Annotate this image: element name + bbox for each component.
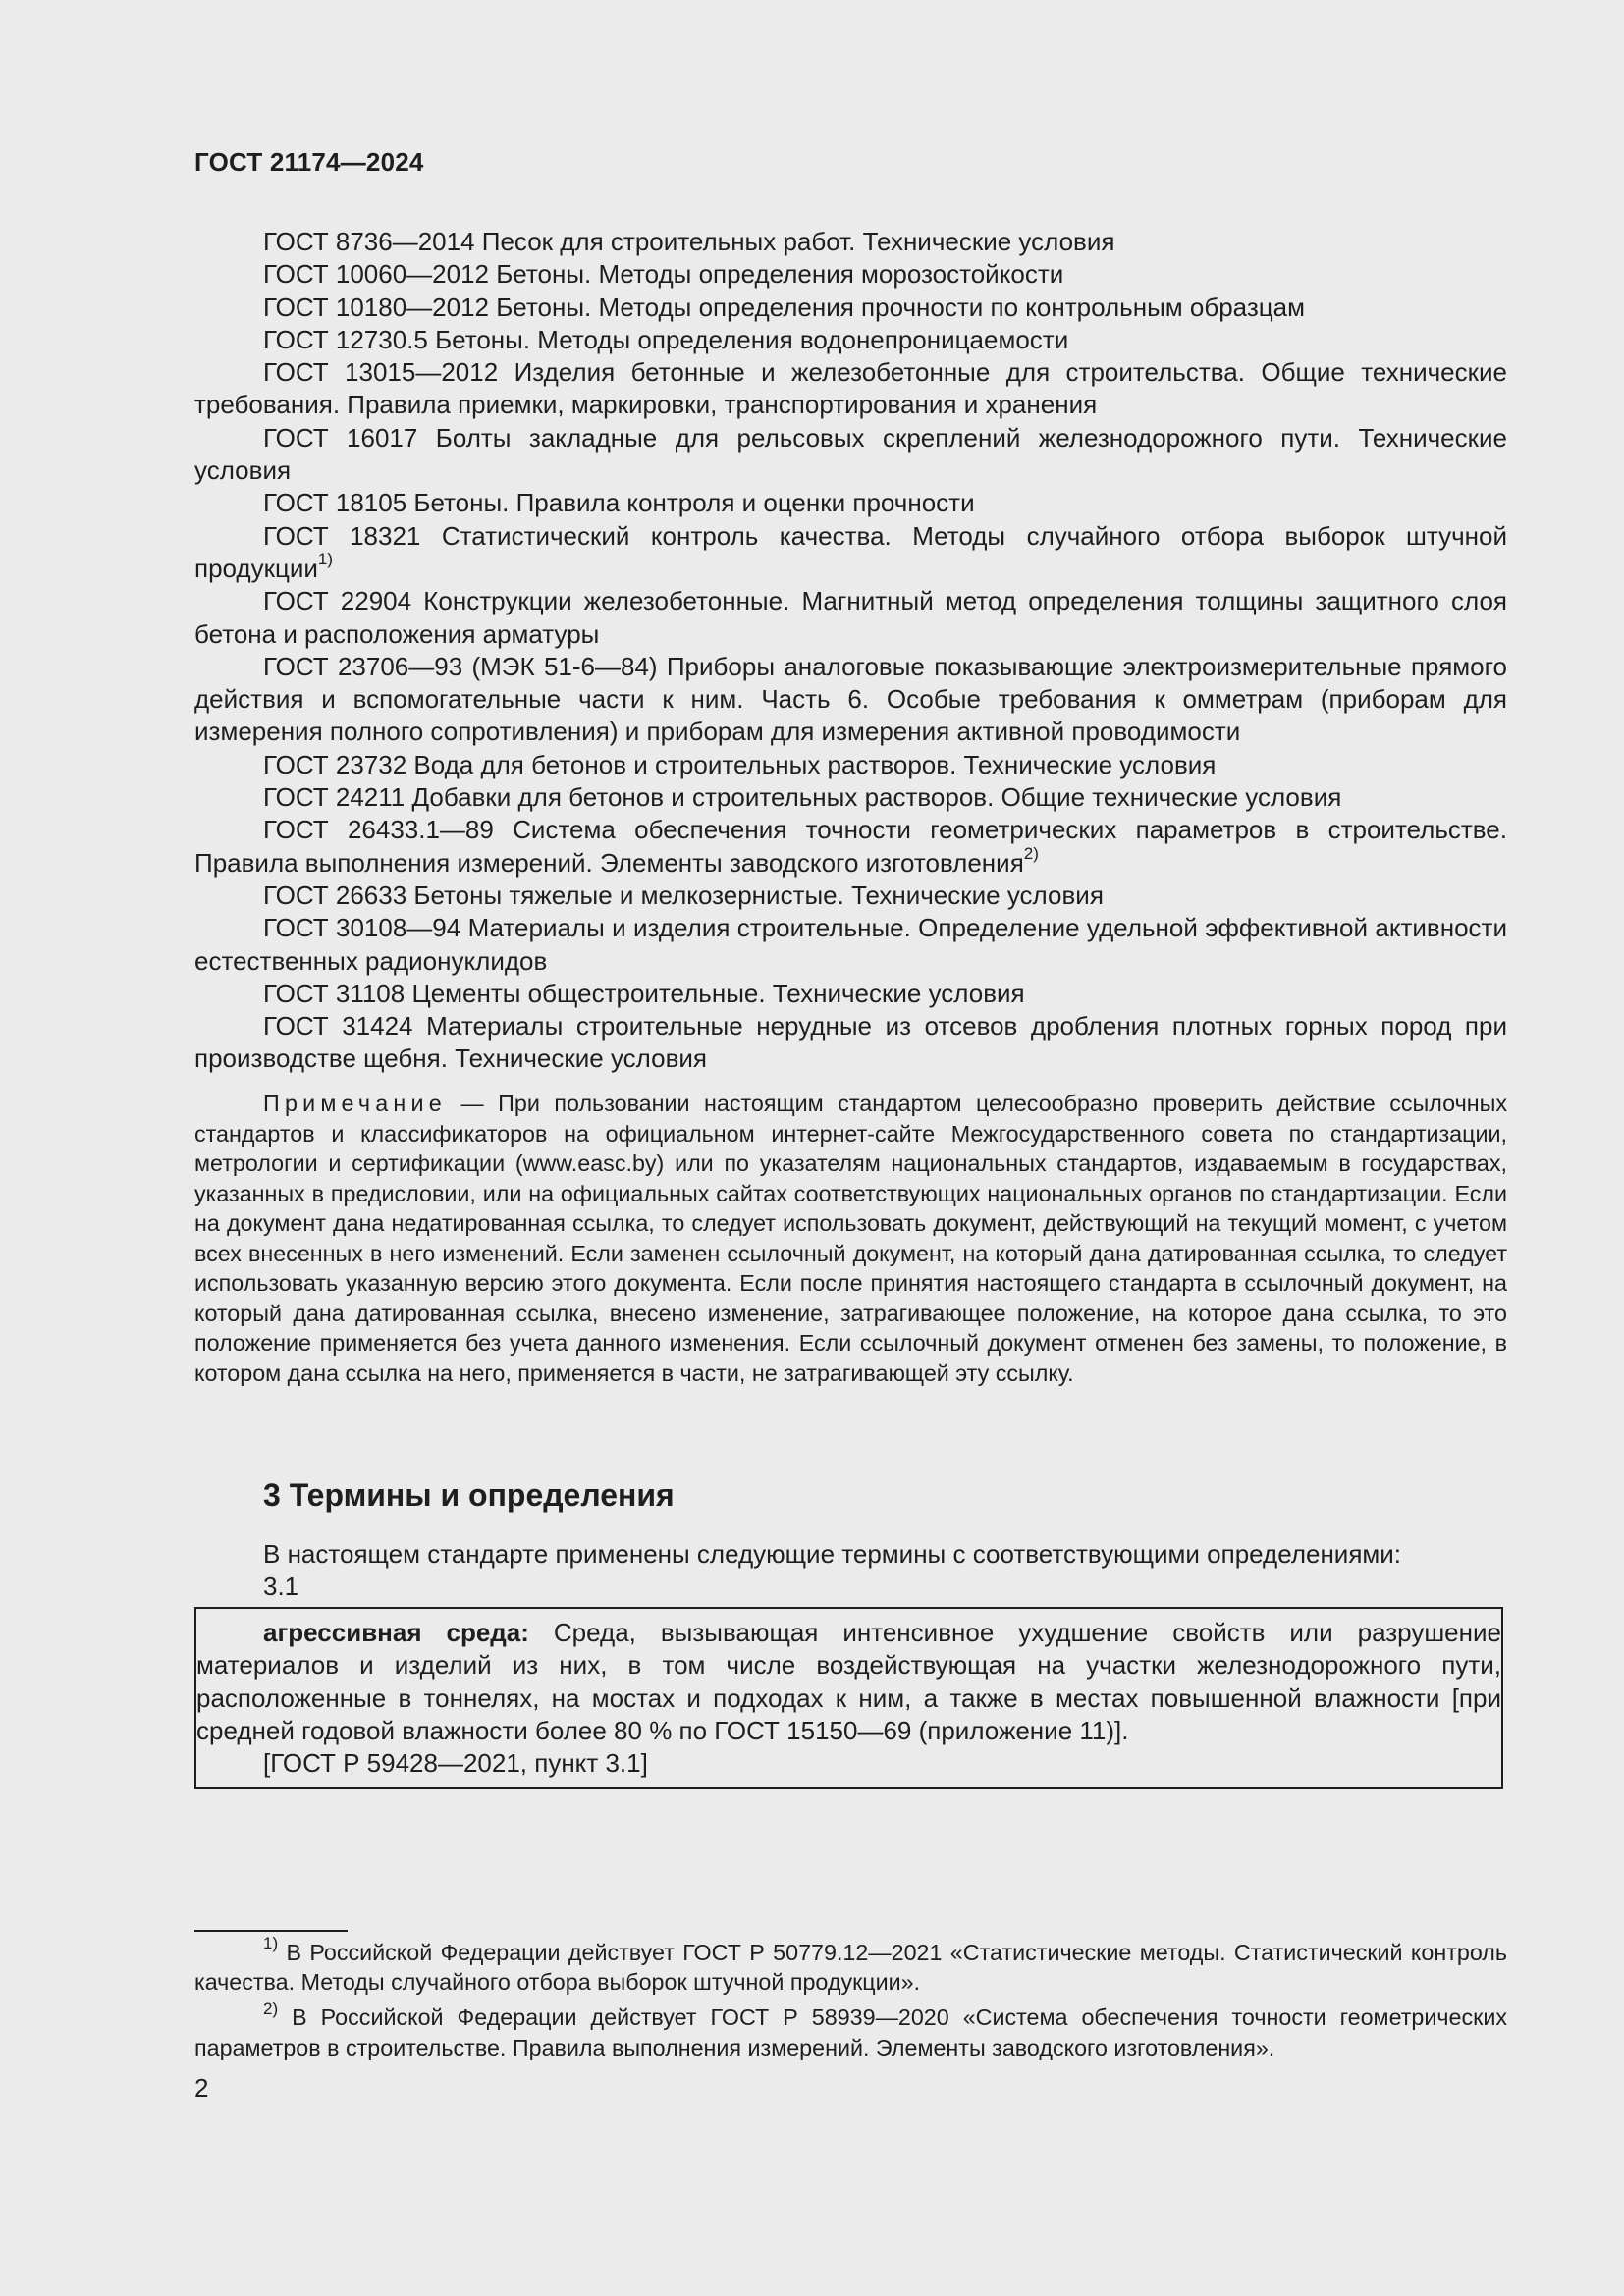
- document-header: ГОСТ 21174—2024: [194, 147, 424, 177]
- footnote-marker[interactable]: 1): [317, 550, 334, 569]
- note-paragraph: [194, 1089, 1507, 1388]
- footnote: $^{2)}$ В Российской Федерации действует ГОСТ Р 58939—2020 «Система обеспечения точности геометрических параметров в строительстве. Правила выполнения измерений. Элементы заводского изготовления».: [194, 1999, 1507, 2060]
- section-intro: [263, 1538, 1507, 1604]
- reference-item: ГОСТ 8736—2014 Песок для строительных работ. Технические условия: [263, 227, 1115, 256]
- note-text: — При пользовании настоящим стандартом целесообразно проверить действие ссылочных стандартов и классификаторов на официальном интернет-сайте Межгосударственного совета по стандартизации, метрологии и сертификации (www.easc.by) или по указателям национальных стандартов, издаваемым в государствах, указанных в предисловии, или на официальных сайтах соответствующих национальных органов по стандартизации. Если на документ дана недатированная ссылка, то следует использовать документ, действующий на текущий момент, с учетом всех внесенных в него изменений. Если заменен ссылочный документ, на который дана датированная ссылка, то следует использовать указанную версию этого документа. Если после принятия настоящего стандарта в ссылочный документ, на который дана датированная ссылка, внесено изменение, затрагивающее положение, на которое дана ссылка, то это положение применяется без учета данного изменения. Если ссылочный документ отменен без замены, то положение, в котором дана ссылка на него, применяется в части, не затрагивающей эту ссылку.: [194, 1091, 1507, 1386]
- reference-item: ГОСТ 10060—2012 Бетоны. Методы определения морозостойкости: [263, 259, 1064, 290]
- note-label: Примечание: [263, 1091, 447, 1116]
- section-title: 3 Термины и определения: [263, 1477, 675, 1513]
- reference-item: ГОСТ 22904 Конструкции железобетонные. Магнитный метод определения толщины защитного слоя бетона и расположения арматуры: [194, 586, 1507, 649]
- reference-item: ГОСТ 23706—93 (МЭК 51-6—84) Приборы аналоговые показывающие электроизмерительные прямого действия и вспомогательные части к ним. Часть 6. Особые требования к омметрам (приборам для измерения полного сопротивления) и приборам для измерения активной проводимости: [194, 651, 1507, 747]
- footnote: $^{1)}$ В Российской Федерации действует ГОСТ Р 50779.12—2021 «Статистические методы. Статистический контроль качества. Методы случайного отбора выборок штучной продукции».: [194, 1934, 1507, 1996]
- reference-item: ГОСТ 30108—94 Материалы и изделия строительные. Определение удельной эффективной активности естественных радионуклидов: [194, 913, 1507, 976]
- reference-item: ГОСТ 26433.1—89 Система обеспечения точности геометрических параметров в строительстве. Правила выполнения измерений. Элементы заводского изготовления$^{2)}$: [194, 815, 1507, 878]
- term-definition: [196, 1617, 1501, 1747]
- term-definition-box: [194, 1607, 1503, 1789]
- reference-item: ГОСТ 23732 Вода для бетонов и строительных растворов. Технические условия: [263, 749, 1217, 779]
- reference-item: ГОСТ 26633 Бетоны тяжелые и мелкозернистые. Технические условия: [263, 880, 1104, 910]
- reference-item: ГОСТ 31108 Цементы общестроительные. Технические условия: [263, 978, 1025, 1008]
- footnote-mark: 2): [263, 1999, 279, 2018]
- term-definition-text: Среда, вызывающая интенсивное ухудшение свойств или разрушение материалов и изделий из них, в том числе воздействующая на участки железнодорожного пути, расположенные в тоннелях, на мостах и подходах к ним, а также в местах повышенной влажности [при средней годовой влажности более 80 % по ГОСТ 15150—69 (приложение 11)].: [196, 1618, 1501, 1745]
- reference-item: ГОСТ 31424 Материалы строительные нерудные из отсевов дробления плотных горных пород при производстве щебня. Технические условия: [194, 1011, 1507, 1074]
- footnote-mark: 1): [263, 1934, 279, 1953]
- footnotes: [194, 1934, 1507, 2068]
- term-source: [ГОСТ Р 59428—2021, пункт 3.1]: [263, 1748, 648, 1779]
- reference-item: ГОСТ 24211 Добавки для бетонов и строительных растворов. Общие технические условия: [263, 782, 1342, 813]
- term-name: агрессивная среда:: [263, 1618, 529, 1647]
- reference-item: ГОСТ 12730.5 Бетоны. Методы определения водонепроницаемости: [263, 324, 1069, 354]
- footnote-divider: [194, 1930, 348, 1932]
- reference-item: ГОСТ 16017 Болты закладные для рельсовых скреплений железнодорожного пути. Технические условия: [194, 422, 1507, 486]
- document-page: [194, 0, 1507, 2296]
- page-number: 2: [194, 2073, 209, 2103]
- footnote-marker[interactable]: 2): [1023, 843, 1039, 863]
- reference-item: ГОСТ 10180—2012 Бетоны. Методы определения прочности по контрольным образцам: [263, 292, 1305, 322]
- intro-text: В настоящем стандарте применены следующие термины с соответствующими определениями:: [263, 1539, 1402, 1569]
- reference-item: ГОСТ 18105 Бетоны. Правила контроля и оценки прочности: [263, 488, 975, 518]
- normative-references-list: [194, 226, 1507, 1076]
- clause-number: 3.1: [263, 1572, 299, 1602]
- reference-item: ГОСТ 18321 Статистический контроль качества. Методы случайного отбора выборок штучной продукции$^{1)}$: [194, 520, 1507, 583]
- reference-item: ГОСТ 13015—2012 Изделия бетонные и железобетонные для строительства. Общие технические требования. Правила приемки, маркировки, транспортирования и хранения: [194, 357, 1507, 420]
